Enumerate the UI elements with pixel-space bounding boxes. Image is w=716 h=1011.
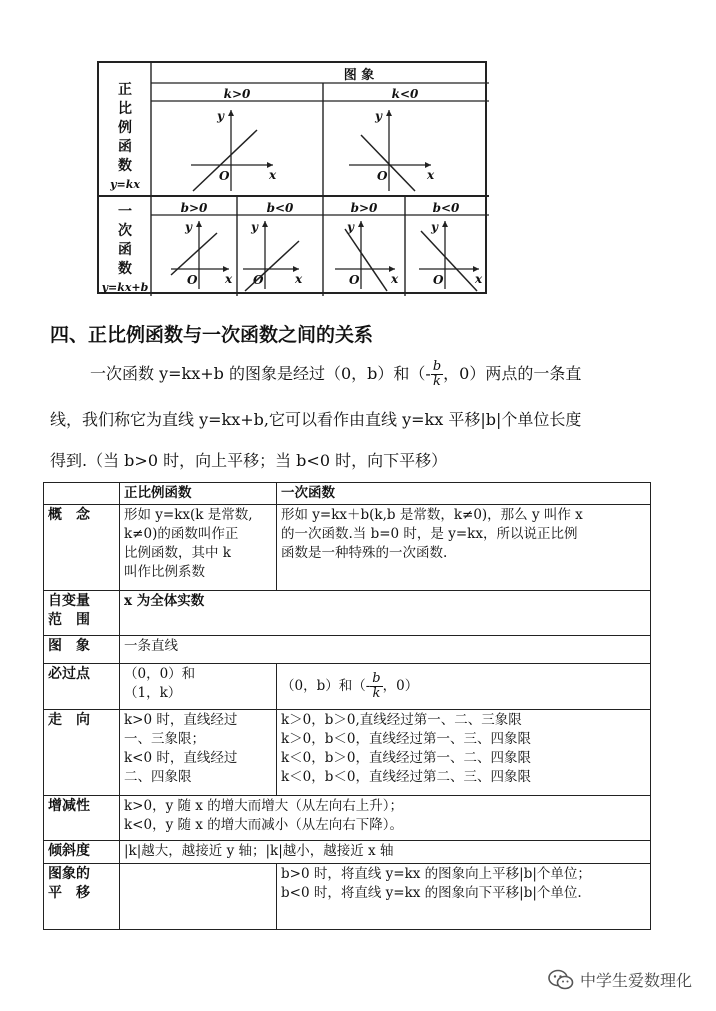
table-row-graph [44,635,651,663]
lin-4-y-label: y [431,220,438,234]
lin-2-line [245,241,299,291]
watermark [548,968,692,991]
lin-4-x-label: x [475,272,483,286]
lin-3-y-arrow [358,221,364,227]
text-line: 比例函数，其中 k [124,545,231,562]
lin-2-y-label: y [251,220,258,234]
table-row-slope [44,840,651,863]
row-label-concept: 概 念 [44,505,120,591]
text-line: k＜0，b＜0，直线经过第二、三、四象限 [281,768,531,785]
text-line: k<0 时，直线经过 [124,749,238,766]
monotonicity-value [120,796,651,840]
graph-header: 图 象 [343,68,375,83]
text-line: k>0，y 随 x 的增大而增大（从左向右上升）； [124,798,403,815]
lin-cond-3: b>0 [350,201,378,215]
text-line: （0，0）和 [124,665,196,682]
row-label-monotonicity: 增减性 [44,796,120,840]
prop-label-char: 例 [118,120,132,136]
comparison-table [43,482,651,930]
prop-kneg-y-label: y [375,109,382,123]
lin-1-y-arrow [196,221,202,227]
header-linear: 一次函数 [277,483,651,505]
points-linear-b: ，0） [382,677,419,694]
lin-label-char: 数 [118,261,132,277]
text-line: 形如 y=kx(k 是常数, [124,507,253,524]
points-proportional [120,663,277,709]
trend-proportional [120,709,277,795]
prop-kneg-line [361,135,415,191]
text-line: 的一次函数.当 b=0 时，是 y=kx，所以说正比例 [281,526,578,543]
prop-label-char: 正 [118,82,132,98]
lin-label-char: 次 [118,223,132,239]
text-line: b<0 时，将直线 y=kx 的图象向下平移|b|个单位. [281,884,582,901]
section-heading: 四、正比例函数与一次函数之间的关系 [50,324,374,346]
lin-2-x-label: x [295,272,303,286]
prop-label-char: 比 [118,101,132,117]
concept-linear [277,505,651,591]
prop-cond-k-neg: k<0 [391,87,419,101]
text-line: 范 围 [48,612,90,629]
prop-kneg-origin-label: O [377,169,388,183]
prop-kneg-x-label: x [427,168,435,182]
points-linear [277,663,651,709]
lin-1-y-label: y [185,220,192,234]
table-row-domain [44,591,651,635]
lin-4-line [421,231,477,291]
shift-linear [277,863,651,929]
row-label-graph: 图 象 [44,635,120,663]
prop-label-char: 函 [118,139,132,155]
text-line: 图象的 [48,865,90,882]
text-line: k＞0，b＜0，直线经过第一、三、四象限 [281,730,531,747]
text-line: k＜0，b＞0，直线经过第一、二、四象限 [281,749,531,766]
lin-cond-1: b>0 [180,201,208,215]
para-line-3: 得到.（当 b>0 时，向上平移；当 b<0 时，向下平移） [50,451,448,470]
para-line-1 [90,360,581,389]
table-row-trend [44,709,651,795]
prop-kneg-y-arrow [386,110,392,116]
lin-4-y-arrow [442,221,448,227]
text-line: 函数是一种特殊的一次函数. [281,545,448,562]
fraction-denominator: k [372,685,381,701]
text-line: k≠0)的函数叫作正 [124,526,239,543]
para-line-2: 线，我们称它为直线 y=kx+b,它可以看作由直线 y=kx 平移|b|个单位长度 [50,410,582,429]
text-line: 自变量 [48,593,90,610]
trend-linear [277,709,651,795]
prop-cond-k-pos: k>0 [223,87,251,101]
header-proportional: 正比例函数 [120,483,277,505]
row-label-trend: 走 向 [44,709,120,795]
shift-proportional [120,863,277,929]
lin-label-char: 函 [118,242,132,258]
para-line-1-b: ，0）两点的一条直 [443,364,582,383]
lin-4-origin-label: O [433,273,444,287]
lin-3-y-label: y [347,220,354,234]
lin-2-origin-label: O [253,273,264,287]
graph-table [97,61,487,294]
row-label-slope: 倾斜度 [44,840,120,863]
row-label-shift [44,863,120,929]
lin-formula: y=kx+b [101,281,149,294]
text-line: k＞0，b＞0,直线经过第一、二、三象限 [281,711,522,728]
graph-value: 一条直线 [120,635,651,663]
prop-kpos-y-label: y [217,109,224,123]
fraction-numerator: b [372,670,381,686]
lin-3-x-label: x [391,272,399,286]
lin-1-x-label: x [225,272,233,286]
text-line: 形如 y=kx＋b(k,b 是常数，k≠0)，那么 y 叫作 x [281,507,583,524]
wechat-icon [548,969,574,991]
text-line: 一、三象限； [124,730,205,747]
lin-1-origin-label: O [187,273,198,287]
points-linear-a: （0，b）和（- [281,677,371,694]
prop-kpos-origin-label: O [219,169,230,183]
prop-label [101,81,149,192]
table-row-concept [44,505,651,591]
text-line: （1，k） [124,684,182,701]
table-row-monotonicity [44,796,651,840]
text-line: k<0，y 随 x 的增大而减小（从左向右下降）。 [124,817,403,834]
lin-2-y-arrow [262,221,268,227]
prop-kpos-y-arrow [228,110,234,116]
lin-label [101,203,149,295]
lin-label-char: 一 [118,204,132,220]
lin-cond-2: b<0 [266,201,294,215]
text-line: 平 移 [48,884,90,901]
fraction-numerator: b [432,359,442,374]
table-row-points [44,663,651,709]
prop-formula: y=kx [110,178,140,191]
table-row-shift [44,863,651,929]
row-label-points: 必过点 [44,663,120,709]
prop-kpos-x-label: x [269,168,277,182]
text-line: b>0 时，将直线 y=kx 的图象向上平移|b|个单位； [281,865,591,882]
watermark-text: 中学生爱数理化 [580,971,693,990]
row-label-domain [44,591,120,635]
header-empty-cell [44,483,120,505]
fraction-b-over-k [370,672,382,701]
prop-label-char: 数 [118,158,132,174]
text-line: k>0 时，直线经过 [124,711,238,728]
text-line: 叫作比例系数 [124,564,205,581]
text-line: 二、四象限 [124,768,192,785]
fraction-denominator: k [433,374,441,389]
fraction-b-over-k [431,360,443,389]
table-header-row [44,483,651,505]
para-line-1-a: 一次函数 y=kx+b 的图象是经过（0，b）和（- [90,364,431,383]
slope-value: |k|越大，越接近 y 轴；|k|越小，越接近 x 轴 [120,840,651,863]
domain-value: x 为全体实数 [120,591,651,635]
concept-proportional [120,505,277,591]
lin-cond-4: b<0 [432,201,460,215]
lin-3-origin-label: O [349,273,360,287]
